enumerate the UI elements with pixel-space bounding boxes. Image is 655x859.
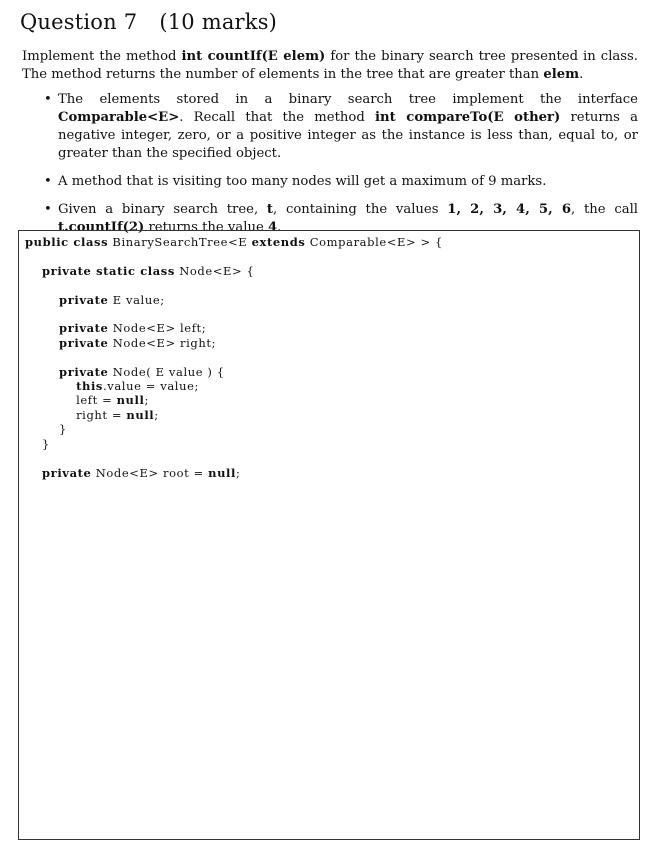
question-number: Question 7 [20, 10, 138, 34]
code-keyword: private static class [42, 263, 175, 278]
bullet-text: returns the value [144, 220, 268, 235]
bullet-text: . Recall that the method [179, 110, 375, 125]
answer-box[interactable] [18, 230, 640, 840]
code-text: ; [154, 407, 159, 422]
intro-text-1: Implement the method [22, 49, 182, 64]
code-text: ; [236, 465, 241, 480]
bullet-text: , containing the values [273, 202, 448, 217]
method-signature: int countIf(E elem) [181, 49, 326, 64]
code-text: Node<E> left; [108, 321, 207, 336]
code-text: } [42, 436, 50, 451]
code-listing [25, 235, 443, 480]
code-keyword: private [59, 292, 109, 307]
code-keyword: null [126, 407, 155, 422]
code-keyword: public class [25, 235, 109, 249]
code-text: } [59, 422, 67, 437]
bullet-visiting [22, 173, 638, 191]
bullet-text: The elements stored in a binary search tree implement the interface [58, 92, 638, 107]
code-text: Node<E> { [174, 263, 255, 278]
bullet-text: , the call [571, 202, 639, 217]
question-intro [22, 48, 638, 84]
bullet-text: A method that is visiting too many nodes will get a maximum of 9 marks. [58, 174, 547, 189]
intro-elem: elem [543, 67, 580, 82]
code-text: Node<E> right; [108, 335, 217, 350]
code-text: left = [76, 393, 117, 408]
requirements-list [22, 91, 638, 247]
code-text: BinarySearchTree<E [108, 235, 252, 249]
code-keyword: extends [251, 235, 306, 249]
code-text: right = [76, 407, 127, 422]
bullet-dot-icon: • [44, 92, 52, 107]
bullet-bold: int compareTo(E other) [375, 110, 561, 125]
question-marks: (10 marks) [159, 10, 278, 34]
code-text: ; [144, 393, 149, 408]
bullet-bold: t.countIf(2) [58, 220, 145, 235]
bullet-text: . [277, 220, 282, 235]
bullet-bold: Comparable<E> [58, 110, 180, 125]
code-text: Comparable<E> > { [305, 235, 443, 249]
code-keyword: this [76, 379, 103, 394]
bullet-bold: t [266, 202, 274, 217]
code-keyword: private [59, 364, 109, 379]
bullet-bold: 1, 2, 3, 4, 5, 6 [447, 202, 572, 217]
bullet-text: returns a negative integer, zero, or a positive integer as the instance is less than, equal to, or greater than the specified object. [58, 110, 639, 161]
bullet-text: Given a binary search tree, [58, 202, 267, 217]
bullet-dot-icon: • [44, 202, 52, 217]
code-text: E value; [108, 292, 165, 307]
bullet-bold: 4 [267, 220, 278, 235]
bullet-dot-icon: • [44, 174, 52, 189]
intro-text-3: . [579, 67, 584, 82]
bullet-comparable [22, 91, 638, 163]
code-keyword: null [208, 465, 236, 480]
code-text: Node<E> root = [91, 465, 209, 480]
code-text: .value = value; [103, 379, 199, 394]
intro-text-2: for the binary search tree presented in class. The method returns the number of elements in the tree that are greater than [22, 49, 638, 82]
code-keyword: private [42, 465, 92, 480]
code-keyword: private [59, 335, 109, 350]
code-text: Node( E value ) { [108, 364, 225, 379]
code-keyword: private [59, 321, 109, 336]
code-keyword: null [116, 393, 145, 408]
question-heading [20, 10, 277, 34]
